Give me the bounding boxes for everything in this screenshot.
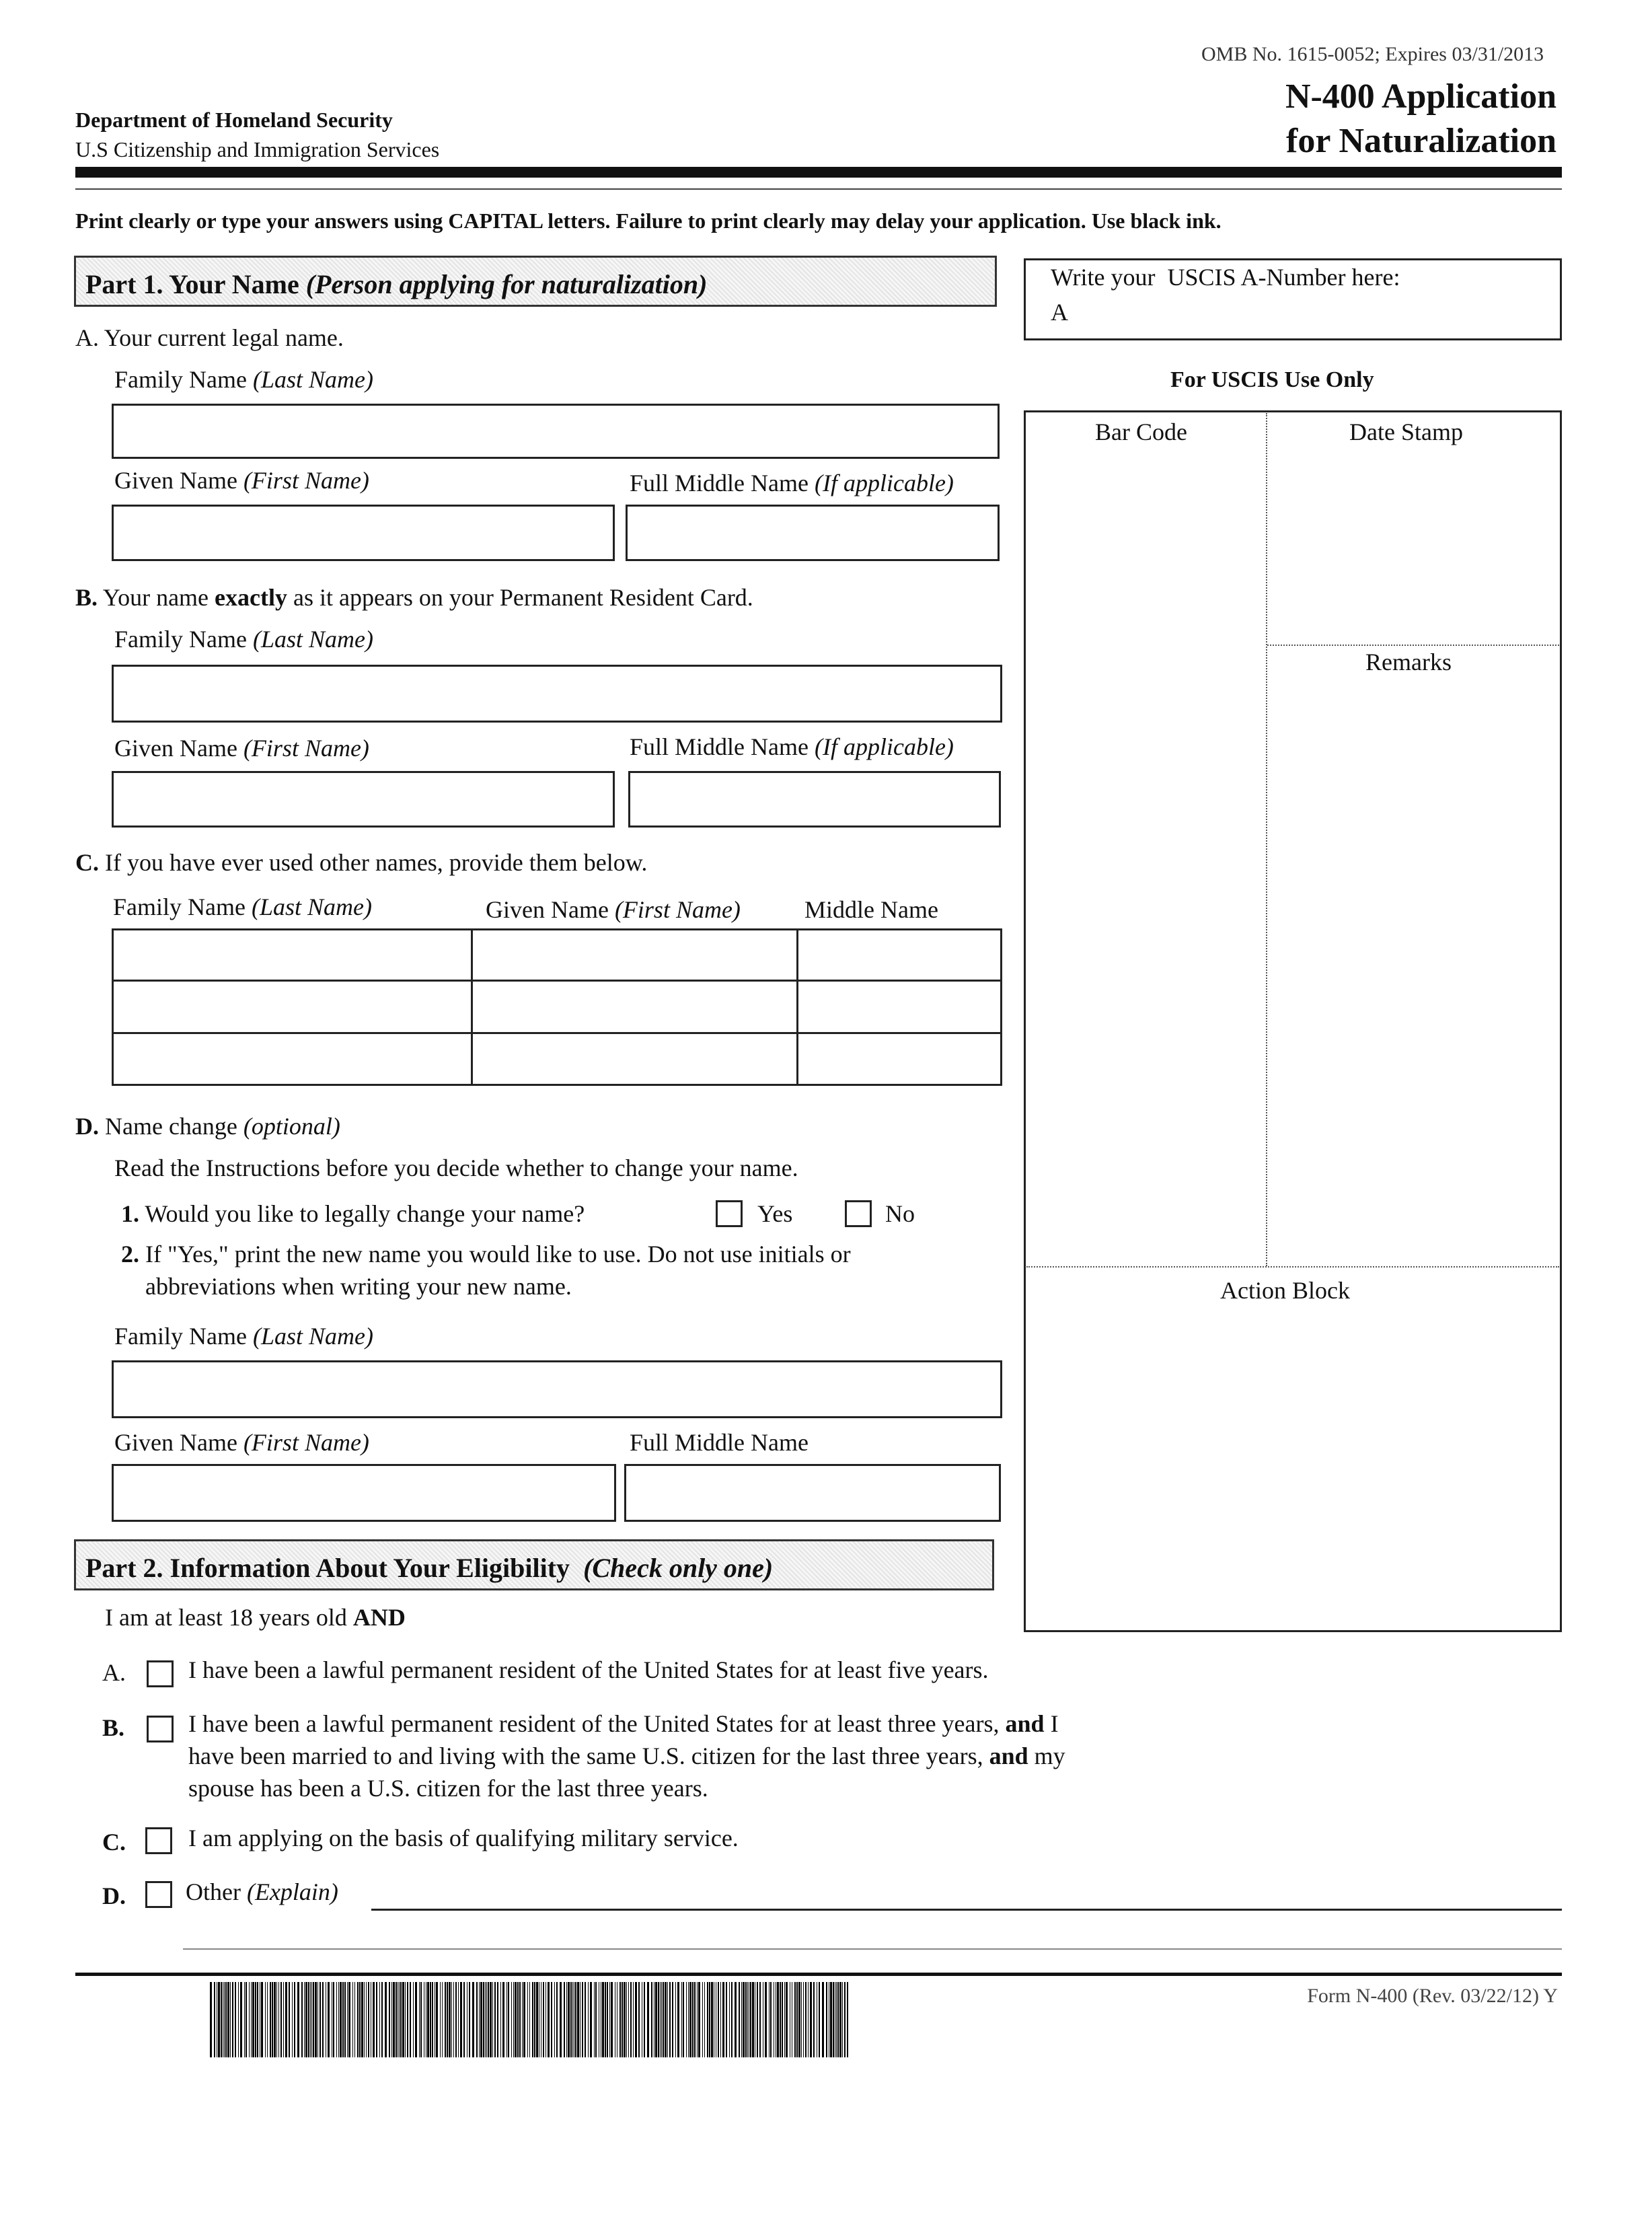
other-given-name-cell-2[interactable]	[474, 982, 795, 1031]
b-family-name-input[interactable]	[112, 665, 1002, 723]
d-family-label	[114, 1324, 373, 1348]
other-middle-name-cell-1[interactable]	[799, 931, 1000, 978]
part2-title: Part 2. Information About Your Eligibility	[85, 1553, 570, 1583]
part2-a-label: A.	[102, 1659, 126, 1686]
other-middle-name-cell-3[interactable]	[799, 1035, 1000, 1083]
if-applicable-hint: (If applicable)	[814, 470, 954, 497]
header-rule	[75, 167, 1562, 178]
other-middle-name-cell-2[interactable]	[799, 982, 1000, 1031]
full-middle-name-text: Full Middle Name	[630, 470, 809, 497]
uscis-use-only-title: For USCIS Use Only	[1170, 367, 1374, 392]
part2-c-label: C.	[102, 1829, 126, 1856]
part2-b-line1	[188, 1712, 1059, 1736]
full-middle-name-text: Full Middle Name	[630, 733, 809, 760]
b-middle-name-input[interactable]	[628, 771, 1001, 828]
remarks-label: Remarks	[1365, 649, 1452, 675]
footer-rule	[75, 1973, 1562, 1976]
a-middle-name-input[interactable]	[626, 505, 1000, 561]
form-revision: Form N-400 (Rev. 03/22/12) Y	[1307, 1985, 1558, 2007]
family-name-text: Family Name	[114, 366, 247, 393]
part2-d-text: Other	[186, 1878, 241, 1905]
first-name-hint: (First Name)	[614, 896, 741, 923]
given-name-text: Given Name	[114, 467, 237, 494]
other-explain-input[interactable]	[371, 1884, 1562, 1911]
c-middle-header: Middle Name	[804, 896, 938, 923]
eligibility-d-checkbox[interactable]	[145, 1881, 172, 1908]
c-given-header	[486, 897, 741, 922]
part1-b-text-pre: Your name	[102, 584, 209, 611]
part2-b-text-2: have been married to and living with the same U.S. citizen for the last three years,	[188, 1742, 983, 1769]
part1-d2-text-2: abbreviations when writing your new name.	[145, 1273, 572, 1300]
name-change-yes-label: Yes	[757, 1200, 793, 1227]
last-name-hint: (Last Name)	[251, 893, 372, 920]
subagency-name: U.S Citizenship and Immigration Services	[75, 137, 440, 161]
date-stamp-label: Date Stamp	[1349, 418, 1463, 445]
given-name-text: Given Name	[114, 1429, 237, 1456]
part2-d-label: D.	[102, 1882, 126, 1909]
new-family-name-input[interactable]	[112, 1360, 1002, 1418]
part1-a-label: A.	[75, 324, 99, 351]
part1-title: Part 1. Your Name	[85, 269, 299, 299]
other-names-col-divider	[796, 928, 798, 1086]
new-given-name-input[interactable]	[112, 1464, 616, 1522]
part2-b-text-3: spouse has been a U.S. citizen for the last three years.	[188, 1775, 708, 1802]
d-middle-label: Full Middle Name	[630, 1429, 809, 1456]
a-family-name-input[interactable]	[112, 404, 1000, 459]
last-name-hint: (Last Name)	[252, 1323, 373, 1350]
first-name-hint: (First Name)	[243, 1429, 369, 1456]
part1-d1-num: 1.	[121, 1200, 139, 1227]
part2-d-explain: (Explain)	[246, 1878, 338, 1905]
part2-a-text: I have been a lawful permanent resident of the United States for at least five years.	[188, 1656, 989, 1683]
given-name-text: Given Name	[486, 896, 609, 923]
family-name-text: Family Name	[113, 893, 246, 920]
bar-code-label: Bar Code	[1095, 418, 1187, 445]
last-name-hint: (Last Name)	[252, 626, 373, 653]
part2-b-line2	[188, 1744, 1065, 1768]
part1-c-label: C.	[75, 849, 99, 876]
first-name-hint: (First Name)	[243, 467, 369, 494]
other-names-row-divider	[112, 1032, 1002, 1034]
omb-number: OMB No. 1615-0052; Expires 03/31/2013	[1201, 43, 1544, 65]
header-thin-rule	[75, 188, 1562, 190]
part2-b-label: B.	[102, 1714, 125, 1741]
part1-d1-text: Would you like to legally change your name?	[145, 1200, 585, 1227]
if-applicable-hint: (If applicable)	[814, 733, 954, 760]
eligibility-a-checkbox[interactable]	[147, 1660, 174, 1687]
other-explain-line-2	[183, 1948, 1562, 1950]
part2-header	[74, 1539, 994, 1590]
other-family-name-cell-3[interactable]	[114, 1035, 470, 1083]
part1-header	[74, 256, 997, 307]
action-block-label: Action Block	[1220, 1277, 1350, 1304]
other-family-name-cell-1[interactable]	[114, 931, 470, 978]
a-middle-label	[630, 471, 954, 495]
b-given-name-input[interactable]	[112, 771, 615, 828]
family-name-text: Family Name	[114, 626, 247, 653]
a-family-label	[114, 367, 373, 392]
action-block-divider	[1026, 1266, 1559, 1268]
other-names-row-divider	[112, 980, 1002, 982]
anumber-prefix: A	[1051, 299, 1068, 326]
part1-b-text-post: as it appears on your Permanent Resident Card.	[293, 584, 753, 611]
eligibility-c-checkbox[interactable]	[145, 1827, 172, 1854]
form-title-line2: for Naturalization	[1286, 122, 1556, 160]
family-name-text: Family Name	[114, 1323, 247, 1350]
eligibility-b-checkbox[interactable]	[147, 1716, 174, 1742]
form-barcode	[210, 1982, 853, 2057]
part2-intro-text: I am at least 18 years old	[105, 1604, 347, 1631]
other-given-name-cell-3[interactable]	[474, 1035, 795, 1083]
part1-d-read: Read the Instructions before you decide whether to change your name.	[114, 1154, 798, 1181]
part1-c-text: If you have ever used other names, provide them below.	[105, 849, 648, 876]
new-middle-name-input[interactable]	[624, 1464, 1001, 1522]
part1-d1	[121, 1202, 585, 1226]
first-name-hint: (First Name)	[243, 735, 369, 762]
part1-c	[75, 850, 647, 875]
d-given-label	[114, 1430, 369, 1455]
part1-d	[75, 1114, 340, 1138]
part2-d	[186, 1880, 338, 1904]
a-given-label	[114, 468, 369, 492]
name-change-yes-checkbox[interactable]	[716, 1200, 743, 1227]
part1-d-label: D.	[75, 1113, 99, 1140]
part1-b	[75, 585, 753, 610]
instructions: Print clearly or type your answers using CAPITAL letters. Failure to print clearly may delay your application. Use black ink.	[75, 209, 1222, 233]
last-name-hint: (Last Name)	[252, 366, 373, 393]
other-family-name-cell-2[interactable]	[114, 982, 470, 1031]
b-given-label	[114, 736, 369, 760]
part1-d2-text-1: If "Yes," print the new name you would like to use. Do not use initials or	[145, 1241, 851, 1268]
part2-b-text-1: I have been a lawful permanent resident of the United States for at least three years,	[188, 1710, 1000, 1737]
part1-a-text: Your current legal name.	[104, 324, 344, 351]
part1-subtitle: (Person applying for naturalization)	[305, 269, 708, 299]
part1-b-text-bold: exactly	[215, 584, 287, 611]
part1-b-label: B.	[75, 584, 98, 611]
name-change-no-label: No	[885, 1200, 915, 1227]
part1-d2	[121, 1242, 851, 1266]
datestamp-remarks-divider	[1267, 645, 1559, 646]
b-family-label	[114, 627, 373, 651]
c-family-header	[113, 895, 372, 919]
part2-intro	[105, 1605, 406, 1629]
part1-a	[75, 326, 344, 350]
anumber-label: Write your USCIS A-Number here:	[1051, 264, 1400, 291]
agency-name: Department of Homeland Security	[75, 108, 393, 132]
part2-c-text: I am applying on the basis of qualifying military service.	[188, 1825, 739, 1851]
part2-b-my: my	[1034, 1742, 1065, 1769]
other-names-col-divider	[471, 928, 473, 1086]
uscis-use-only-box	[1024, 410, 1562, 1632]
given-name-text: Given Name	[114, 735, 237, 762]
b-middle-label	[630, 735, 954, 759]
part2-subtitle: (Check only one)	[583, 1553, 774, 1583]
part2-b-and: and	[1005, 1710, 1045, 1737]
other-given-name-cell-1[interactable]	[474, 931, 795, 978]
name-change-no-checkbox[interactable]	[845, 1200, 872, 1227]
part1-d-text: Name change	[105, 1113, 237, 1140]
part2-b-and-2: and	[989, 1742, 1028, 1769]
part2-b-i: I	[1050, 1710, 1059, 1737]
barcode-datestamp-divider	[1266, 413, 1267, 1266]
form-title-line1: N-400 Application	[1285, 77, 1556, 116]
part2-intro-and: AND	[352, 1604, 406, 1631]
part1-d-optional: (optional)	[243, 1113, 340, 1140]
a-given-name-input[interactable]	[112, 505, 615, 561]
part1-d2-num: 2.	[121, 1241, 139, 1268]
